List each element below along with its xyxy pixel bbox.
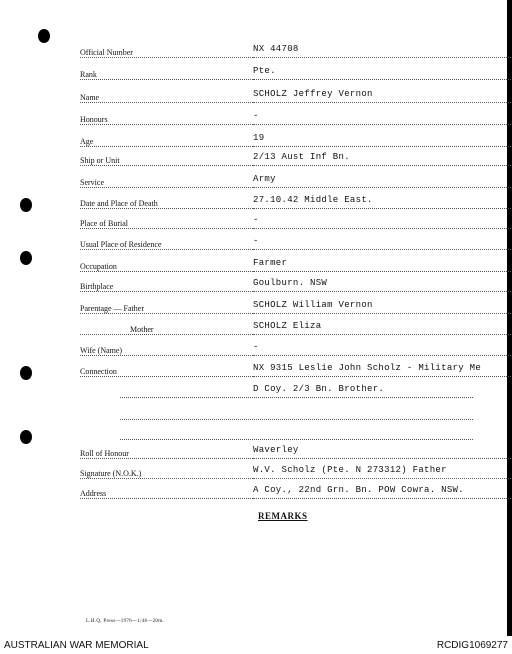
punch-hole: [38, 29, 50, 43]
value-line: [253, 313, 512, 314]
field-value: -: [253, 215, 259, 225]
field-value: Farmer: [253, 258, 288, 268]
value-line: [253, 165, 512, 166]
field-value: A Coy., 22nd Grn. Bn. POW Cowra. NSW.: [253, 485, 464, 495]
value-line: [253, 228, 512, 229]
field-label: Rank: [80, 70, 97, 79]
field-label: Official Number: [80, 48, 133, 57]
leader-dots: [80, 498, 253, 499]
value-line: [253, 208, 512, 209]
value-line: [253, 355, 512, 356]
field-value: NX 44708: [253, 44, 299, 54]
punch-hole: [20, 430, 32, 444]
field-value: Pte.: [253, 66, 276, 76]
field-label: Age: [80, 137, 94, 146]
field-value: -: [253, 236, 259, 246]
value-line: [120, 397, 473, 398]
leader-dots: [80, 458, 253, 459]
leader-dots: [80, 57, 253, 58]
field-value: NX 9315 Leslie John Scholz - Military Me: [253, 363, 482, 373]
value-line: [253, 187, 512, 188]
footer-bar: [0, 638, 512, 654]
field-value: 2/13 Aust Inf Bn.: [253, 152, 350, 162]
leader-dots: [80, 334, 253, 335]
leader-dots: [80, 146, 253, 147]
leader-dots: [80, 124, 253, 125]
field-value: D Coy. 2/3 Bn. Brother.: [253, 384, 385, 394]
field-label: Honours: [80, 115, 108, 124]
leader-dots: [80, 208, 253, 209]
leader-dots: [80, 102, 253, 103]
field-label: Usual Place of Residence: [80, 240, 162, 249]
punch-hole: [20, 198, 32, 212]
field-label: Roll of Honour: [80, 449, 129, 458]
field-label: Signature (N.O.K.): [80, 469, 142, 478]
value-line: [253, 478, 512, 479]
field-value: Goulburn. NSW: [253, 278, 328, 288]
leader-dots: [80, 376, 253, 377]
field-label: Ship or Unit: [80, 156, 120, 165]
leader-dots: [80, 79, 253, 80]
field-label: Birthplace: [80, 282, 114, 291]
field-label: Address: [80, 489, 107, 498]
scan-edge: [507, 0, 512, 636]
field-value: SCHOLZ Eliza: [253, 321, 322, 331]
field-value: SCHOLZ Jeffrey Vernon: [253, 89, 373, 99]
field-value: Waverley: [253, 445, 299, 455]
leader-dots: [80, 187, 253, 188]
value-line: [253, 498, 512, 499]
value-line: [253, 124, 512, 125]
value-line: [253, 334, 512, 335]
field-label: Wife (Name): [80, 346, 123, 355]
value-line: [253, 79, 512, 80]
leader-dots: [80, 249, 253, 250]
value-line: [253, 102, 512, 103]
leader-dots: [80, 478, 253, 479]
remarks-heading: REMARKS: [258, 511, 308, 521]
field-value: 27.10.42 Middle East.: [253, 195, 373, 205]
leader-dots: [80, 313, 253, 314]
field-value: Army: [253, 174, 276, 184]
field-value: -: [253, 111, 259, 121]
value-line: [120, 419, 473, 420]
punch-hole: [20, 251, 32, 265]
field-label: Name: [80, 93, 100, 102]
field-value: W.V. Scholz (Pte. N 273312) Father: [253, 465, 447, 475]
value-line: [253, 57, 512, 58]
field-label: Parentage — Father: [80, 304, 144, 313]
footer-right: RCDIG1069277: [436, 640, 508, 651]
punch-hole: [20, 366, 32, 380]
field-label: Occupation: [80, 262, 117, 271]
leader-dots: [80, 355, 253, 356]
field-label: Service: [80, 178, 104, 187]
footer-left: AUSTRALIAN WAR MEMORIAL: [4, 640, 149, 651]
leader-dots: [80, 165, 253, 166]
value-line: [253, 376, 512, 377]
field-label: Place of Burial: [80, 219, 128, 228]
field-label: Mother: [130, 325, 154, 334]
leader-dots: [80, 271, 253, 272]
field-value: -: [253, 342, 259, 352]
form-reference: L.H.Q. Press—1976—1/46—20m.: [86, 619, 164, 624]
value-line: [253, 291, 512, 292]
value-line: [253, 249, 512, 250]
field-label: Connection: [80, 367, 117, 376]
value-line: [253, 271, 512, 272]
value-line: [120, 439, 473, 440]
value-line: [253, 146, 512, 147]
leader-dots: [80, 291, 253, 292]
value-line: [253, 458, 512, 459]
leader-dots: [80, 228, 253, 229]
field-value: SCHOLZ William Vernon: [253, 300, 373, 310]
field-value: 19: [253, 133, 265, 143]
field-label: Date and Place of Death: [80, 199, 158, 208]
